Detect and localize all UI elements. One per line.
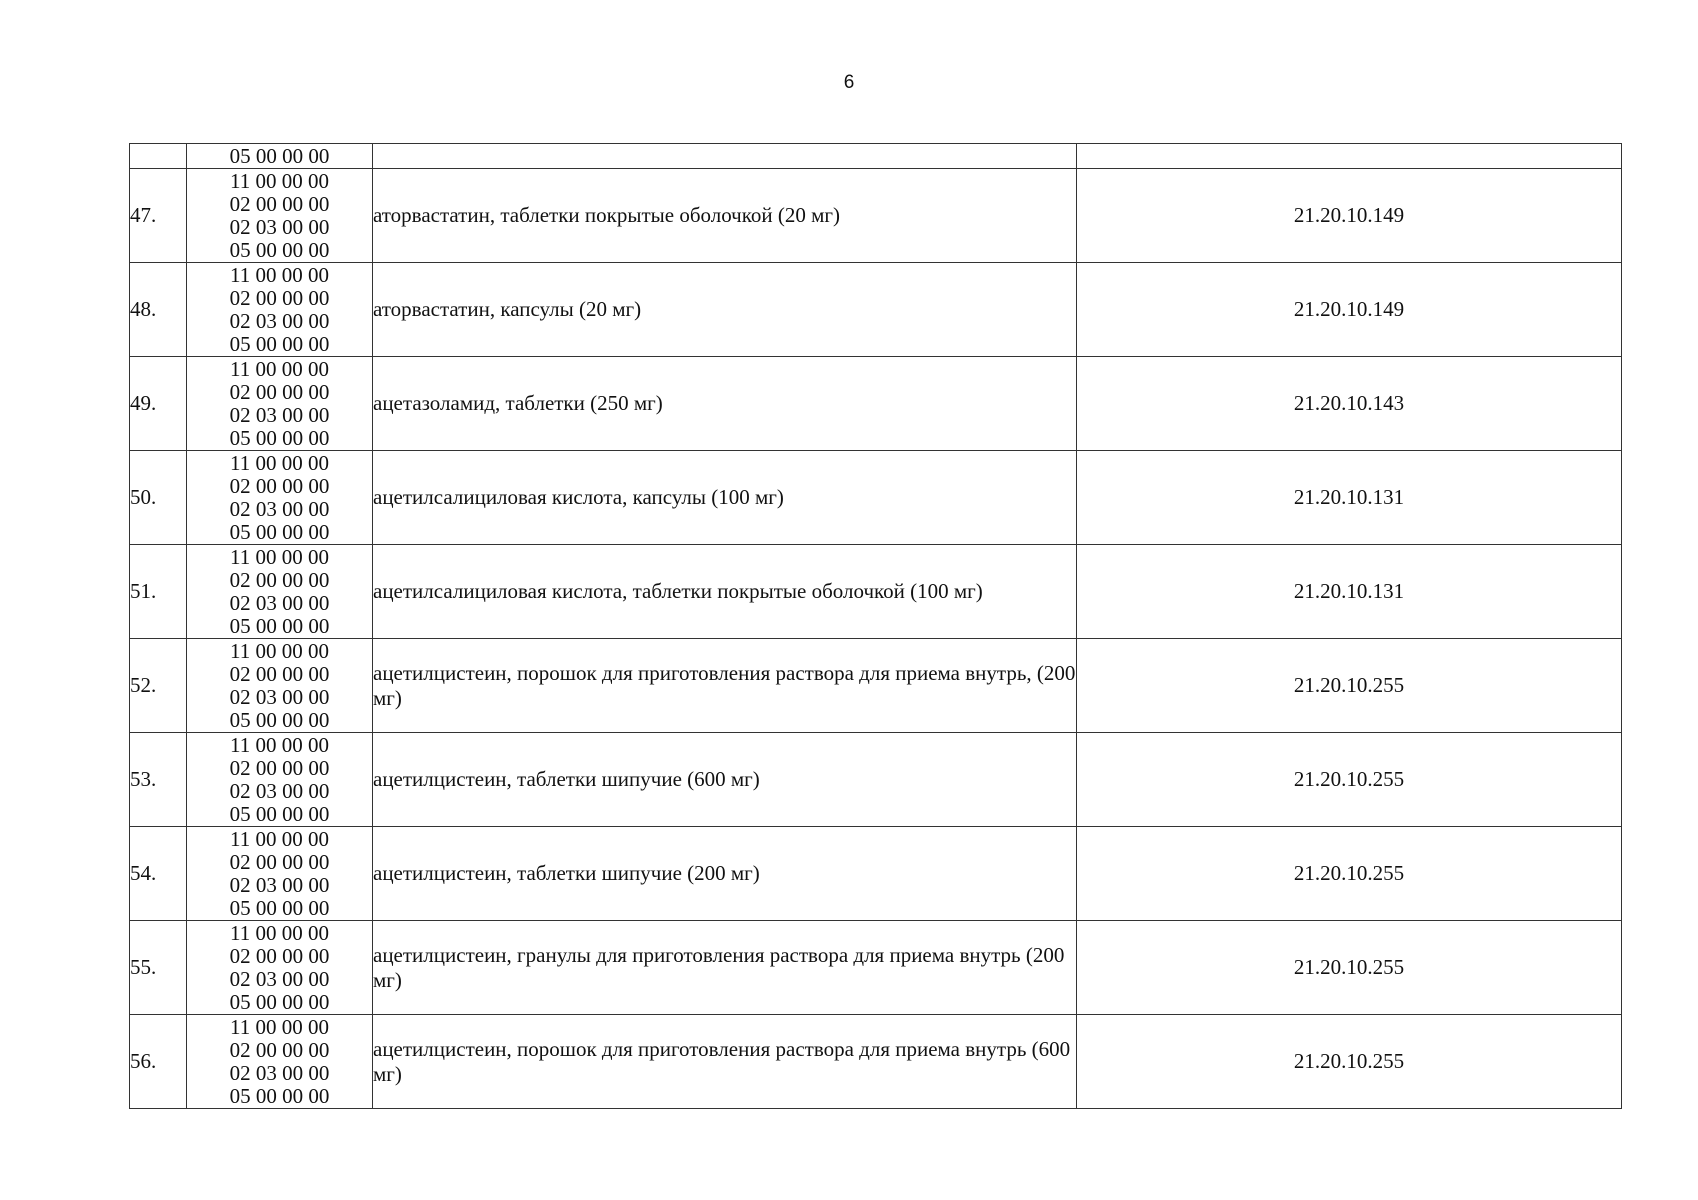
code-line: 02 03 00 00 <box>229 590 330 615</box>
table-row <box>130 827 1622 921</box>
code-line: 11 00 00 00 <box>230 920 329 945</box>
row-number-cell: 53. <box>130 733 187 827</box>
continuation-row <box>130 144 1622 169</box>
name-cell: ацетилцистеин, таблетки шипучие (200 мг) <box>373 827 1077 921</box>
code-line: 02 00 00 00 <box>229 1037 330 1062</box>
code-line: 02 03 00 00 <box>229 778 330 803</box>
codes-cell <box>187 169 373 263</box>
codes-cell <box>187 639 373 733</box>
table-row <box>130 733 1622 827</box>
name-cell: ацетилцистеин, порошок для приготовления раствора для приема внутрь (600 мг) <box>373 1015 1077 1109</box>
row-number-cell: 51. <box>130 545 187 639</box>
code-line: 02 00 00 00 <box>229 191 330 216</box>
code-line: 02 03 00 00 <box>229 1060 330 1085</box>
table-row <box>130 357 1622 451</box>
code-line: 05 00 00 00 <box>229 801 330 826</box>
okpd-cell: 21.20.10.255 <box>1077 639 1622 733</box>
name-cell: ацетазоламид, таблетки (250 мг) <box>373 357 1077 451</box>
code-line: 02 00 00 00 <box>229 661 330 686</box>
code-line: 05 00 00 00 <box>229 1083 330 1108</box>
name-cell: аторвастатин, таблетки покрытые оболочкой (20 мг) <box>373 169 1077 263</box>
codes-cell <box>187 144 373 169</box>
okpd-cell: 21.20.10.131 <box>1077 451 1622 545</box>
code-line: 11 00 00 00 <box>230 732 329 757</box>
code-line: 05 00 00 00 <box>229 707 330 732</box>
name-cell: аторвастатин, капсулы (20 мг) <box>373 263 1077 357</box>
code-line: 11 00 00 00 <box>230 168 329 193</box>
okpd-cell: 21.20.10.255 <box>1077 827 1622 921</box>
name-cell <box>373 144 1077 169</box>
code-line: 05 00 00 00 <box>229 425 330 450</box>
code-line: 11 00 00 00 <box>230 450 329 475</box>
row-number-cell: 50. <box>130 451 187 545</box>
name-cell: ацетилцистеин, порошок для приготовления раствора для приема внутрь, (200 мг) <box>373 639 1077 733</box>
code-line: 02 03 00 00 <box>229 684 330 709</box>
code-line: 05 00 00 00 <box>229 143 330 168</box>
table-row <box>130 545 1622 639</box>
code-line: 11 00 00 00 <box>230 638 329 663</box>
code-line: 11 00 00 00 <box>230 1014 329 1039</box>
codes-cell <box>187 545 373 639</box>
code-line: 02 00 00 00 <box>229 943 330 968</box>
okpd-cell: 21.20.10.255 <box>1077 733 1622 827</box>
code-line: 05 00 00 00 <box>229 331 330 356</box>
codes-cell <box>187 921 373 1015</box>
code-line: 02 03 00 00 <box>229 402 330 427</box>
code-line: 02 03 00 00 <box>229 872 330 897</box>
codes-cell <box>187 451 373 545</box>
code-line: 05 00 00 00 <box>229 895 330 920</box>
table-row <box>130 1015 1622 1109</box>
code-line: 02 00 00 00 <box>229 567 330 592</box>
okpd-cell <box>1077 144 1622 169</box>
row-number-cell: 55. <box>130 921 187 1015</box>
code-line: 02 03 00 00 <box>229 214 330 239</box>
table-row <box>130 921 1622 1015</box>
row-number-cell: 48. <box>130 263 187 357</box>
name-cell: ацетилцистеин, таблетки шипучие (600 мг) <box>373 733 1077 827</box>
row-number-cell: 52. <box>130 639 187 733</box>
code-line: 11 00 00 00 <box>230 544 329 569</box>
code-line: 05 00 00 00 <box>229 613 330 638</box>
code-line: 05 00 00 00 <box>229 989 330 1014</box>
okpd-cell: 21.20.10.255 <box>1077 1015 1622 1109</box>
okpd-cell: 21.20.10.143 <box>1077 357 1622 451</box>
row-number-cell: 56. <box>130 1015 187 1109</box>
table-row <box>130 169 1622 263</box>
code-line: 02 03 00 00 <box>229 308 330 333</box>
code-line: 02 00 00 00 <box>229 849 330 874</box>
table-body <box>130 144 1622 1109</box>
name-cell: ацетилсалициловая кислота, капсулы (100 мг) <box>373 451 1077 545</box>
code-line: 05 00 00 00 <box>229 519 330 544</box>
row-number-cell: 54. <box>130 827 187 921</box>
code-line: 02 00 00 00 <box>229 285 330 310</box>
medicines-table <box>129 143 1622 1109</box>
codes-cell <box>187 733 373 827</box>
codes-cell <box>187 357 373 451</box>
codes-cell <box>187 263 373 357</box>
code-line: 11 00 00 00 <box>230 356 329 381</box>
okpd-cell: 21.20.10.255 <box>1077 921 1622 1015</box>
code-line: 02 00 00 00 <box>229 473 330 498</box>
codes-cell <box>187 827 373 921</box>
code-line: 05 00 00 00 <box>229 237 330 262</box>
code-line: 02 03 00 00 <box>229 496 330 521</box>
okpd-cell: 21.20.10.131 <box>1077 545 1622 639</box>
table-row <box>130 451 1622 545</box>
name-cell: ацетилцистеин, гранулы для приготовления раствора для приема внутрь (200 мг) <box>373 921 1077 1015</box>
okpd-cell: 21.20.10.149 <box>1077 169 1622 263</box>
row-number-cell: 49. <box>130 357 187 451</box>
code-line: 11 00 00 00 <box>230 262 329 287</box>
code-line: 02 00 00 00 <box>229 755 330 780</box>
row-number-cell <box>130 144 187 169</box>
table-row <box>130 263 1622 357</box>
table-row <box>130 639 1622 733</box>
code-line: 02 00 00 00 <box>229 379 330 404</box>
codes-cell <box>187 1015 373 1109</box>
name-cell: ацетилсалициловая кислота, таблетки покрытые оболочкой (100 мг) <box>373 545 1077 639</box>
okpd-cell: 21.20.10.149 <box>1077 263 1622 357</box>
page-number: 6 <box>843 72 855 93</box>
code-line: 02 03 00 00 <box>229 966 330 991</box>
code-line: 11 00 00 00 <box>230 826 329 851</box>
row-number-cell: 47. <box>130 169 187 263</box>
